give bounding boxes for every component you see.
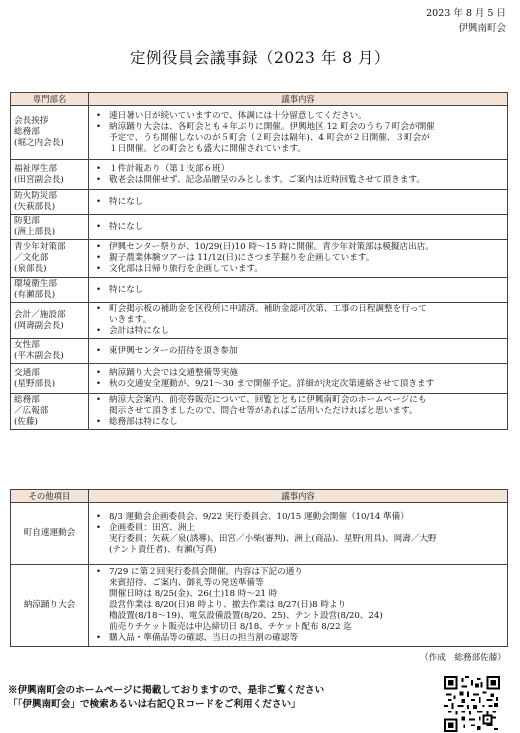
item-line: 設営作業は 8/20(日)8 時より、撤去作業は 8/27(日)8 時より <box>109 600 347 610</box>
item-line: 実行委員：矢萩／泉(誘導)、田宮／小柴(審判)、洲上(商品)、星野(用具)、岡壽／大野 <box>109 533 437 544</box>
dept-name-line: (星野部長) <box>14 378 56 389</box>
content-cell <box>89 190 508 215</box>
dept-name-line: 福祉厚生部 <box>14 163 57 174</box>
list-item <box>93 368 503 379</box>
dept-name-line: ／文化部 <box>14 253 49 263</box>
dept-name-cell <box>11 190 89 215</box>
other-item-label: 納涼踊り大会 <box>11 565 89 647</box>
dept-table-body <box>11 106 508 430</box>
table-row <box>11 240 508 278</box>
table-row <box>11 339 508 364</box>
item-line: • 総務部は特になし <box>109 417 178 427</box>
notice-line-1: ※伊興南町会のホームページに掲載しておりますので、是非ご覧ください <box>8 685 325 696</box>
dept-header: 専門部名 <box>11 93 89 106</box>
dept-name-line: 女性部 <box>14 340 40 350</box>
dept-name-line: ／広報部 <box>14 406 49 416</box>
dept-name-line: 防犯部 <box>14 216 40 226</box>
item-list <box>93 395 503 428</box>
dept-name-cell <box>11 364 89 394</box>
list-item <box>93 326 503 337</box>
dept-name-line: 環境衛生部 <box>14 279 57 289</box>
table-row <box>11 160 508 190</box>
table-row <box>11 190 508 215</box>
other-header: その他項目 <box>11 490 89 503</box>
item-list <box>93 567 503 644</box>
dept-name-line: (田宮副会長) <box>14 174 64 185</box>
item-line: • 文化部は日帰り旅行を企画しています。 <box>109 264 264 274</box>
item-line: • 町会掲示板の補助金を区役所に申請済。補助金認可次第、工事の日程調整を行って <box>109 304 427 314</box>
content-cell <box>89 364 508 394</box>
dept-name-line: 青少年対策部 <box>14 242 66 252</box>
item-line: 櫓設置(8/18～19)、電気設備設置(8/20、25)、テント設営(8/20、24) <box>109 611 383 621</box>
dept-name-line: 総務部 <box>14 395 40 405</box>
content-cell <box>89 240 508 278</box>
item-line: 掲示させて頂きましたので、問合せ等があればご活用いただければと思います。 <box>109 406 418 416</box>
list-item <box>93 111 503 122</box>
list-item <box>93 512 503 523</box>
list-item <box>93 379 503 390</box>
content-header: 議事内容 <box>89 93 508 106</box>
item-list <box>93 346 503 357</box>
list-item <box>93 633 503 644</box>
dept-name-cell <box>11 278 89 303</box>
dept-name-line: (佐藤) <box>14 417 38 427</box>
organization-name: 伊興南町会 <box>458 23 506 34</box>
page-title: 定例役員会議事録（2023 年 8 月） <box>129 49 391 67</box>
dept-name-line: 会長挨拶 <box>14 116 49 126</box>
content-cell <box>89 503 508 565</box>
list-item <box>93 567 503 633</box>
dept-name-line: (矢萩部長) <box>14 202 56 212</box>
dept-name-line: (洲上部長) <box>14 227 56 237</box>
other-item-label: 町自連運動会 <box>11 503 89 565</box>
item-line: • 特になし <box>109 196 144 207</box>
author-note: （作成 総務部佐藤） <box>420 653 506 663</box>
item-line: • 企画委員：田宮、洲上 <box>109 522 195 533</box>
item-list <box>93 368 503 390</box>
item-line: (テント責任者)、有瀬(写真) <box>109 544 217 555</box>
item-line: • 納涼踊り大会では交通整備等実施 <box>109 367 238 378</box>
dept-name-line: (岡壽副会長) <box>14 320 64 331</box>
list-item <box>93 242 503 253</box>
content-cell <box>89 215 508 240</box>
list-item <box>93 304 503 326</box>
list-item <box>93 264 503 275</box>
table-row <box>11 278 508 303</box>
content-cell <box>89 394 508 430</box>
item-list <box>93 222 503 233</box>
content-cell <box>89 565 508 647</box>
list-item <box>93 122 503 155</box>
content-cell <box>89 278 508 303</box>
table-row <box>11 394 508 430</box>
item-list <box>93 304 503 337</box>
item-list <box>93 164 503 186</box>
item-list <box>93 197 503 208</box>
item-line: • 秋の交通安全運動が、9/21～30 まで開催予定。詳細が決定次第連絡させて頂きます <box>109 378 435 389</box>
other-content-header: 議事内容 <box>89 490 508 503</box>
item-line: • 連日暑い日が続いていますので、体調には十分留意してください。 <box>109 110 367 121</box>
list-item <box>93 417 503 428</box>
dept-name-line: (有瀬部長) <box>14 290 56 300</box>
date-block <box>426 6 506 36</box>
dept-name-line: (泉部長) <box>14 264 47 274</box>
table-row <box>11 106 508 160</box>
item-list <box>93 111 503 155</box>
item-line: • 8/3 運動会企画委員会、9/22 実行委員会、10/15 運動会開催（10/14 準備） <box>109 511 409 522</box>
dept-table <box>10 92 508 430</box>
item-line: 予定で、うち開催しないのが５町会（２町会は隔年)、4 町会が２日開催、３町会が <box>109 132 430 143</box>
item-line: • 納涼大会案内、前売券販売について、回覧とともに伊興南町会のホームページにも <box>109 395 427 405</box>
item-line: • 購入品・準備品等の確認、当日の担当割の確認等 <box>109 633 299 643</box>
dept-name-cell <box>11 215 89 240</box>
dept-name-cell <box>11 339 89 364</box>
list-item <box>93 346 503 357</box>
dept-name-cell <box>11 240 89 278</box>
list-item <box>93 222 503 233</box>
qr-code-icon[interactable] <box>444 676 500 732</box>
dept-name-cell <box>11 394 89 430</box>
item-line: 前売りチケット販売は申込締切日 8/18、チケット配布 8/22 迄 <box>109 622 352 632</box>
dept-name-cell <box>11 160 89 190</box>
list-item <box>93 164 503 175</box>
item-line: • 7/29 に第２回実行委員会開催。内容は下記の通り <box>109 567 303 577</box>
item-line: いきます。 <box>109 315 152 325</box>
list-item <box>93 395 503 417</box>
item-line: 来賓招待、ご案内、御礼等の発送準備等 <box>109 578 264 588</box>
content-cell <box>89 160 508 190</box>
dept-name-line: (堀之内会長) <box>14 138 64 148</box>
item-list <box>93 285 503 296</box>
table-row <box>11 503 508 565</box>
meeting-date: 2023 年 8 月 5 日 <box>426 8 506 19</box>
dept-name-line: 会計／施設部 <box>14 309 66 320</box>
list-item <box>93 523 503 556</box>
table-row <box>11 364 508 394</box>
item-line: 開催日時は 8/25(金)、26(土)18 時～21 時 <box>109 589 278 599</box>
item-line: • 納涼踊り大会は、各町会とも４年ぶりに開催。伊興地区 12 町会のうち７町会が開催 <box>109 121 435 132</box>
item-line: • 親子農業体験ツアーは 11/12(日)にさつま芋掘りを企画しています。 <box>109 253 375 263</box>
list-item <box>93 175 503 186</box>
dept-name-cell <box>11 303 89 339</box>
item-line: • 特になし <box>109 284 144 295</box>
content-cell <box>89 339 508 364</box>
list-item <box>93 253 503 264</box>
notice-line-2: 「「伊興南町会」で検索あるいは右記ＱＲコードをご利用ください」 <box>8 699 301 710</box>
other-table <box>10 489 508 647</box>
item-line: • 特になし <box>109 221 144 232</box>
dept-name-line: 総務部 <box>14 127 40 137</box>
dept-name-line: (平木副会長) <box>14 351 64 361</box>
dept-name-cell <box>11 106 89 160</box>
other-table-body <box>11 503 508 647</box>
homepage-notice <box>8 684 324 712</box>
item-line: • １件計報あり（第１支部６班） <box>109 163 230 174</box>
item-line: １日開催。どの町会とも盛大に開催されています。 <box>109 143 306 154</box>
item-line: • 伊興センター祭りが、10/29(日)10 時～15 時に開催。青少年対策部は模擬店出店。 <box>109 242 434 252</box>
list-item <box>93 285 503 296</box>
list-item <box>93 197 503 208</box>
dept-name-line: 交通部 <box>14 367 40 378</box>
table-row <box>11 565 508 647</box>
dept-name-line: 防火防災部 <box>14 191 57 201</box>
content-cell <box>89 106 508 160</box>
table-row <box>11 303 508 339</box>
item-line: • 敬老会は開催せず、記念品贈呈のみとします。ご案内は近時回覧させて頂きます。 <box>109 174 425 185</box>
item-list <box>93 512 503 556</box>
item-line: • 会計は特になし <box>109 326 170 336</box>
content-cell <box>89 303 508 339</box>
item-line: • 東伊興センターの招待を頂き参加 <box>109 345 238 356</box>
table-row <box>11 215 508 240</box>
item-list <box>93 242 503 275</box>
